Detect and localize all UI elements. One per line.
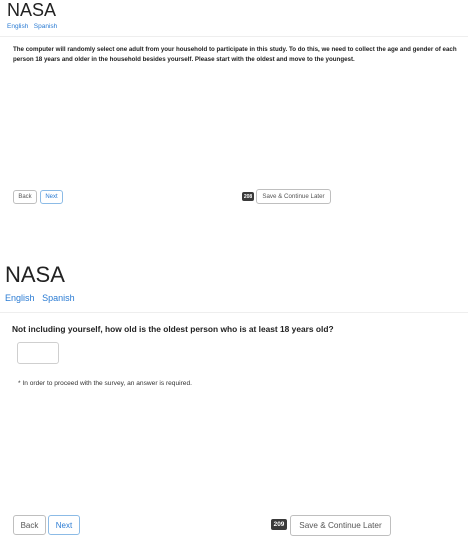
lang-spanish-link[interactable]: Spanish	[42, 293, 75, 303]
page-number-badge: 208	[243, 193, 253, 200]
language-switcher	[7, 23, 57, 30]
instructions-text: The computer will randomly select one adult from your household to participate in this study. To do this, we need to collect the age and gender of each person 18 years and older in the household besides yourself. Please start with the oldest and move to the youngest.	[13, 46, 457, 63]
age-input[interactable]	[17, 342, 59, 364]
page-number-badge: 209	[271, 519, 287, 530]
back-button[interactable]: Back	[13, 190, 37, 204]
save-continue-later-button[interactable]: Save & Continue Later	[256, 189, 331, 204]
required-note: * In order to proceed with the survey, an answer is required.	[18, 380, 192, 387]
next-button[interactable]: Next	[40, 190, 63, 204]
brand-title: NASA	[7, 0, 57, 20]
lang-english-link[interactable]: English	[7, 23, 29, 30]
brand-title: NASA	[5, 262, 65, 287]
next-button[interactable]: Next	[48, 515, 80, 535]
divider	[0, 312, 468, 313]
language-switcher	[5, 293, 75, 303]
save-continue-later-button[interactable]: Save & Continue Later	[290, 515, 391, 536]
back-button[interactable]: Back	[13, 515, 46, 535]
lang-spanish-link[interactable]: Spanish	[33, 23, 58, 30]
divider	[0, 36, 468, 37]
question-text: Not including yourself, how old is the oldest person who is at least 18 years old?	[12, 324, 334, 334]
lang-english-link[interactable]: English	[5, 293, 35, 303]
